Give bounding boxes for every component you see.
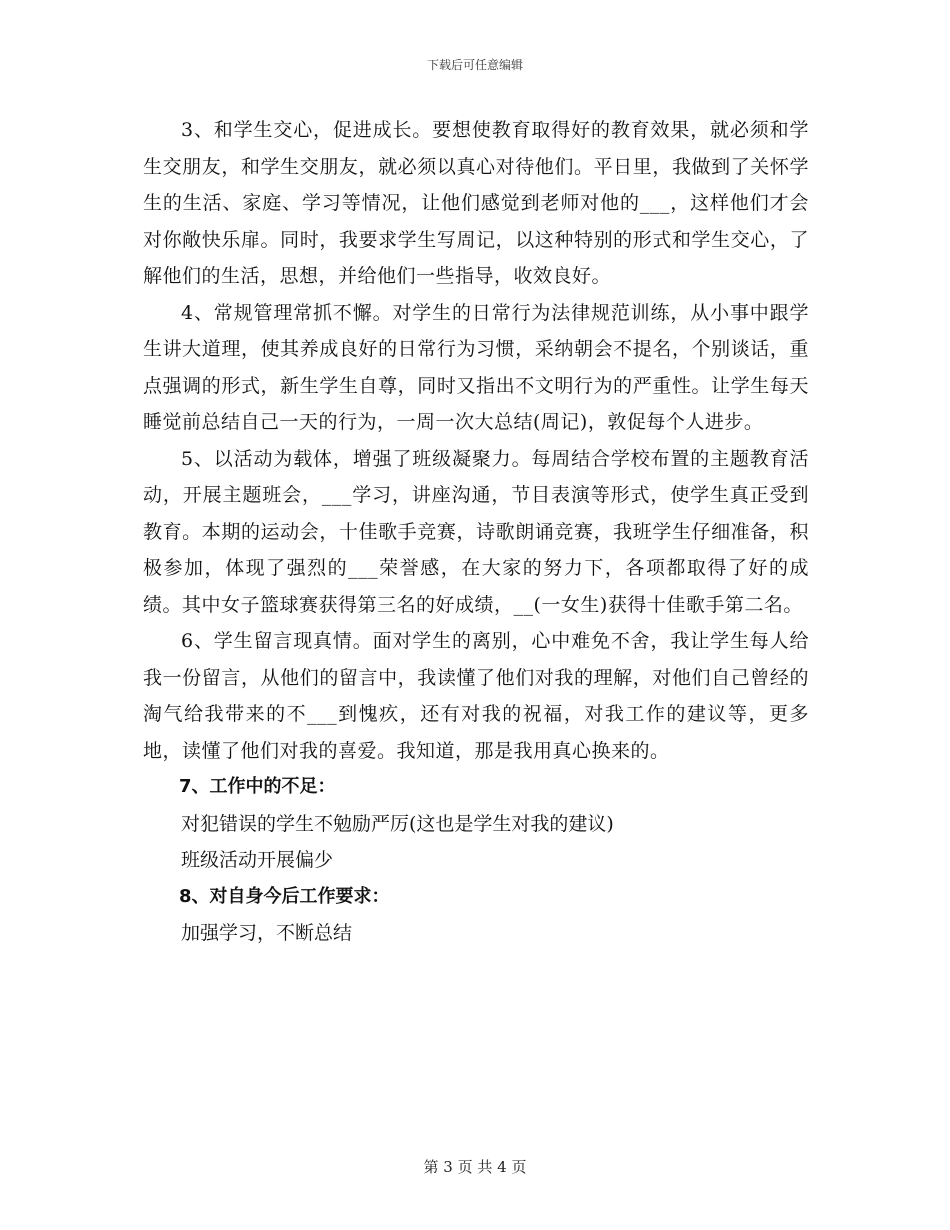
section-7-item: 对犯错误的学生不勉励严厉(这也是学生对我的建议) <box>181 812 614 835</box>
paragraph-5: 5、以活动为载体，增强了班级凝聚力。每周结合学校布置的主题教育活动，开展主题班会，___学习，讲座沟通，节目表演等形式，使学生真正受到教育。本期的运动会，十佳歌手竞赛，诗歌朗诵竞赛，我班学生仔细准备，积极参加，体现了强烈的___荣誉感，在大家的努力下，各项都取得了好的成绩。其中女子篮球赛获得第三名的好成绩，__(一女生)获得十佳歌手第二名。 <box>143 447 809 616</box>
page-header: 下载后可任意编辑 <box>426 58 523 72</box>
document-body <box>143 112 809 952</box>
section-8-heading: 8、对自身今后工作要求： <box>179 885 390 907</box>
paragraph-4: 4、常规管理常抓不懈。对学生的日常行为法律规范训练，从小事中跟学生讲大道理，使其养成良好的日常行为习惯，采纳朝会不提名，个别谈话，重点强调的形式，新生学生自尊，同时又指出不文明行为的严重性。让学生每天睡觉前总结自己一天的行为，一周一次大总结(周记)，敦促每个人进步。 <box>143 301 809 433</box>
section-8-item: 加强学习，不断总结 <box>181 922 353 944</box>
section-7-item: 班级活动开展偏少 <box>181 849 334 871</box>
paragraph-6: 6、学生留言现真情。面对学生的离别，心中难免不舍，我让学生每人给我一份留言，从他们的留言中，我读懂了他们对我的理解，对他们自己曾经的淘气给我带来的不___到愧疚，还有对我的祝福，对我工作的建议等，更多地，读懂了他们对我的喜爱。我知道，那是我用真心换来的。 <box>143 630 809 762</box>
section-7-heading: 7、工作中的不足： <box>179 776 336 797</box>
paragraph-3: 3、和学生交心，促进成长。要想使教育取得好的教育效果，就必须和学生交朋友，和学生交朋友，就必须以真心对待他们。平日里，我做到了关怀学生的生活、家庭、学习等情况，让他们感觉到老师对他的___，这样他们才会对你敞快乐扉。同时，我要求学生写周记，以这种特别的形式和学生交心，了解他们的生活，思想，并给他们一些指导，收效良好。 <box>143 119 809 287</box>
page-number: 第 3 页 共 4 页 <box>423 1158 527 1176</box>
